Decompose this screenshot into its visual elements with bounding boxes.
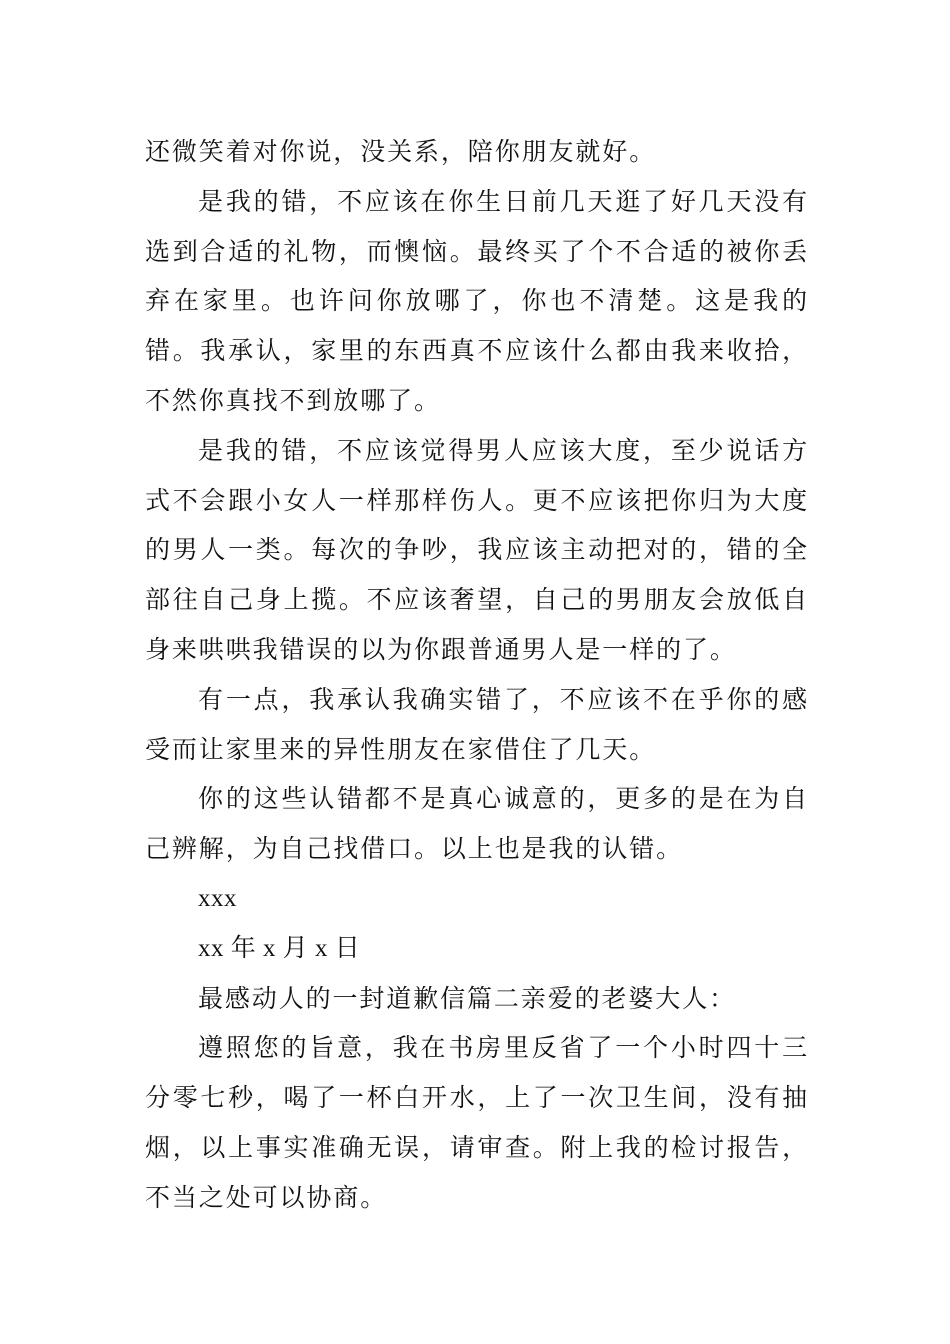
paragraph-6: 遵照您的旨意，我在书房里反省了一个小时四十三分零七秒，喝了一杯白开水，上了一次卫生间，没有抽烟，以上事实准确无误，请审查。附上我的检讨报告，不当之处可以协商。 xyxy=(145,1033,809,1212)
signature: xxx xyxy=(198,884,237,912)
paragraph-3: 是我的错，不应该觉得男人应该大度，至少说话方式不会跟小女人一样那样伤人。更不应该把你归为大度的男人一类。每次的争吵，我应该主动把对的，错的全部往自己身上揽。不应该奢望，自己的男朋友会放低自身来哄哄我错误的以为你跟普通男人是一样的了。 xyxy=(145,435,809,664)
paragraph-2: 是我的错，不应该在你生日前几天逛了好几天没有选到合适的礼物，而懊恼。最终买了个不合适的被你丢弃在家里。也许问你放哪了，你也不清楚。这是我的错。我承认，家里的东西真不应该什么都由我来收拾，不然你真找不到放哪了。 xyxy=(145,186,809,415)
letter-body xyxy=(145,127,809,1223)
paragraph-1: 还微笑着对你说，没关系，陪你朋友就好。 xyxy=(145,137,657,166)
paragraph-5: 你的这些认错都不是真心诚意的，更多的是在为自己辨解，为自己找借口。以上也是我的认错。 xyxy=(145,784,809,864)
section-heading: 最感动人的一封道歉信篇二亲爱的老婆大人： xyxy=(198,983,737,1013)
date-line: xx 年 x 月 x 日 xyxy=(198,934,361,962)
paragraph-4: 有一点，我承认我确实错了，不应该不在乎你的感受而让家里来的异性朋友在家借住了几天。 xyxy=(145,684,809,764)
